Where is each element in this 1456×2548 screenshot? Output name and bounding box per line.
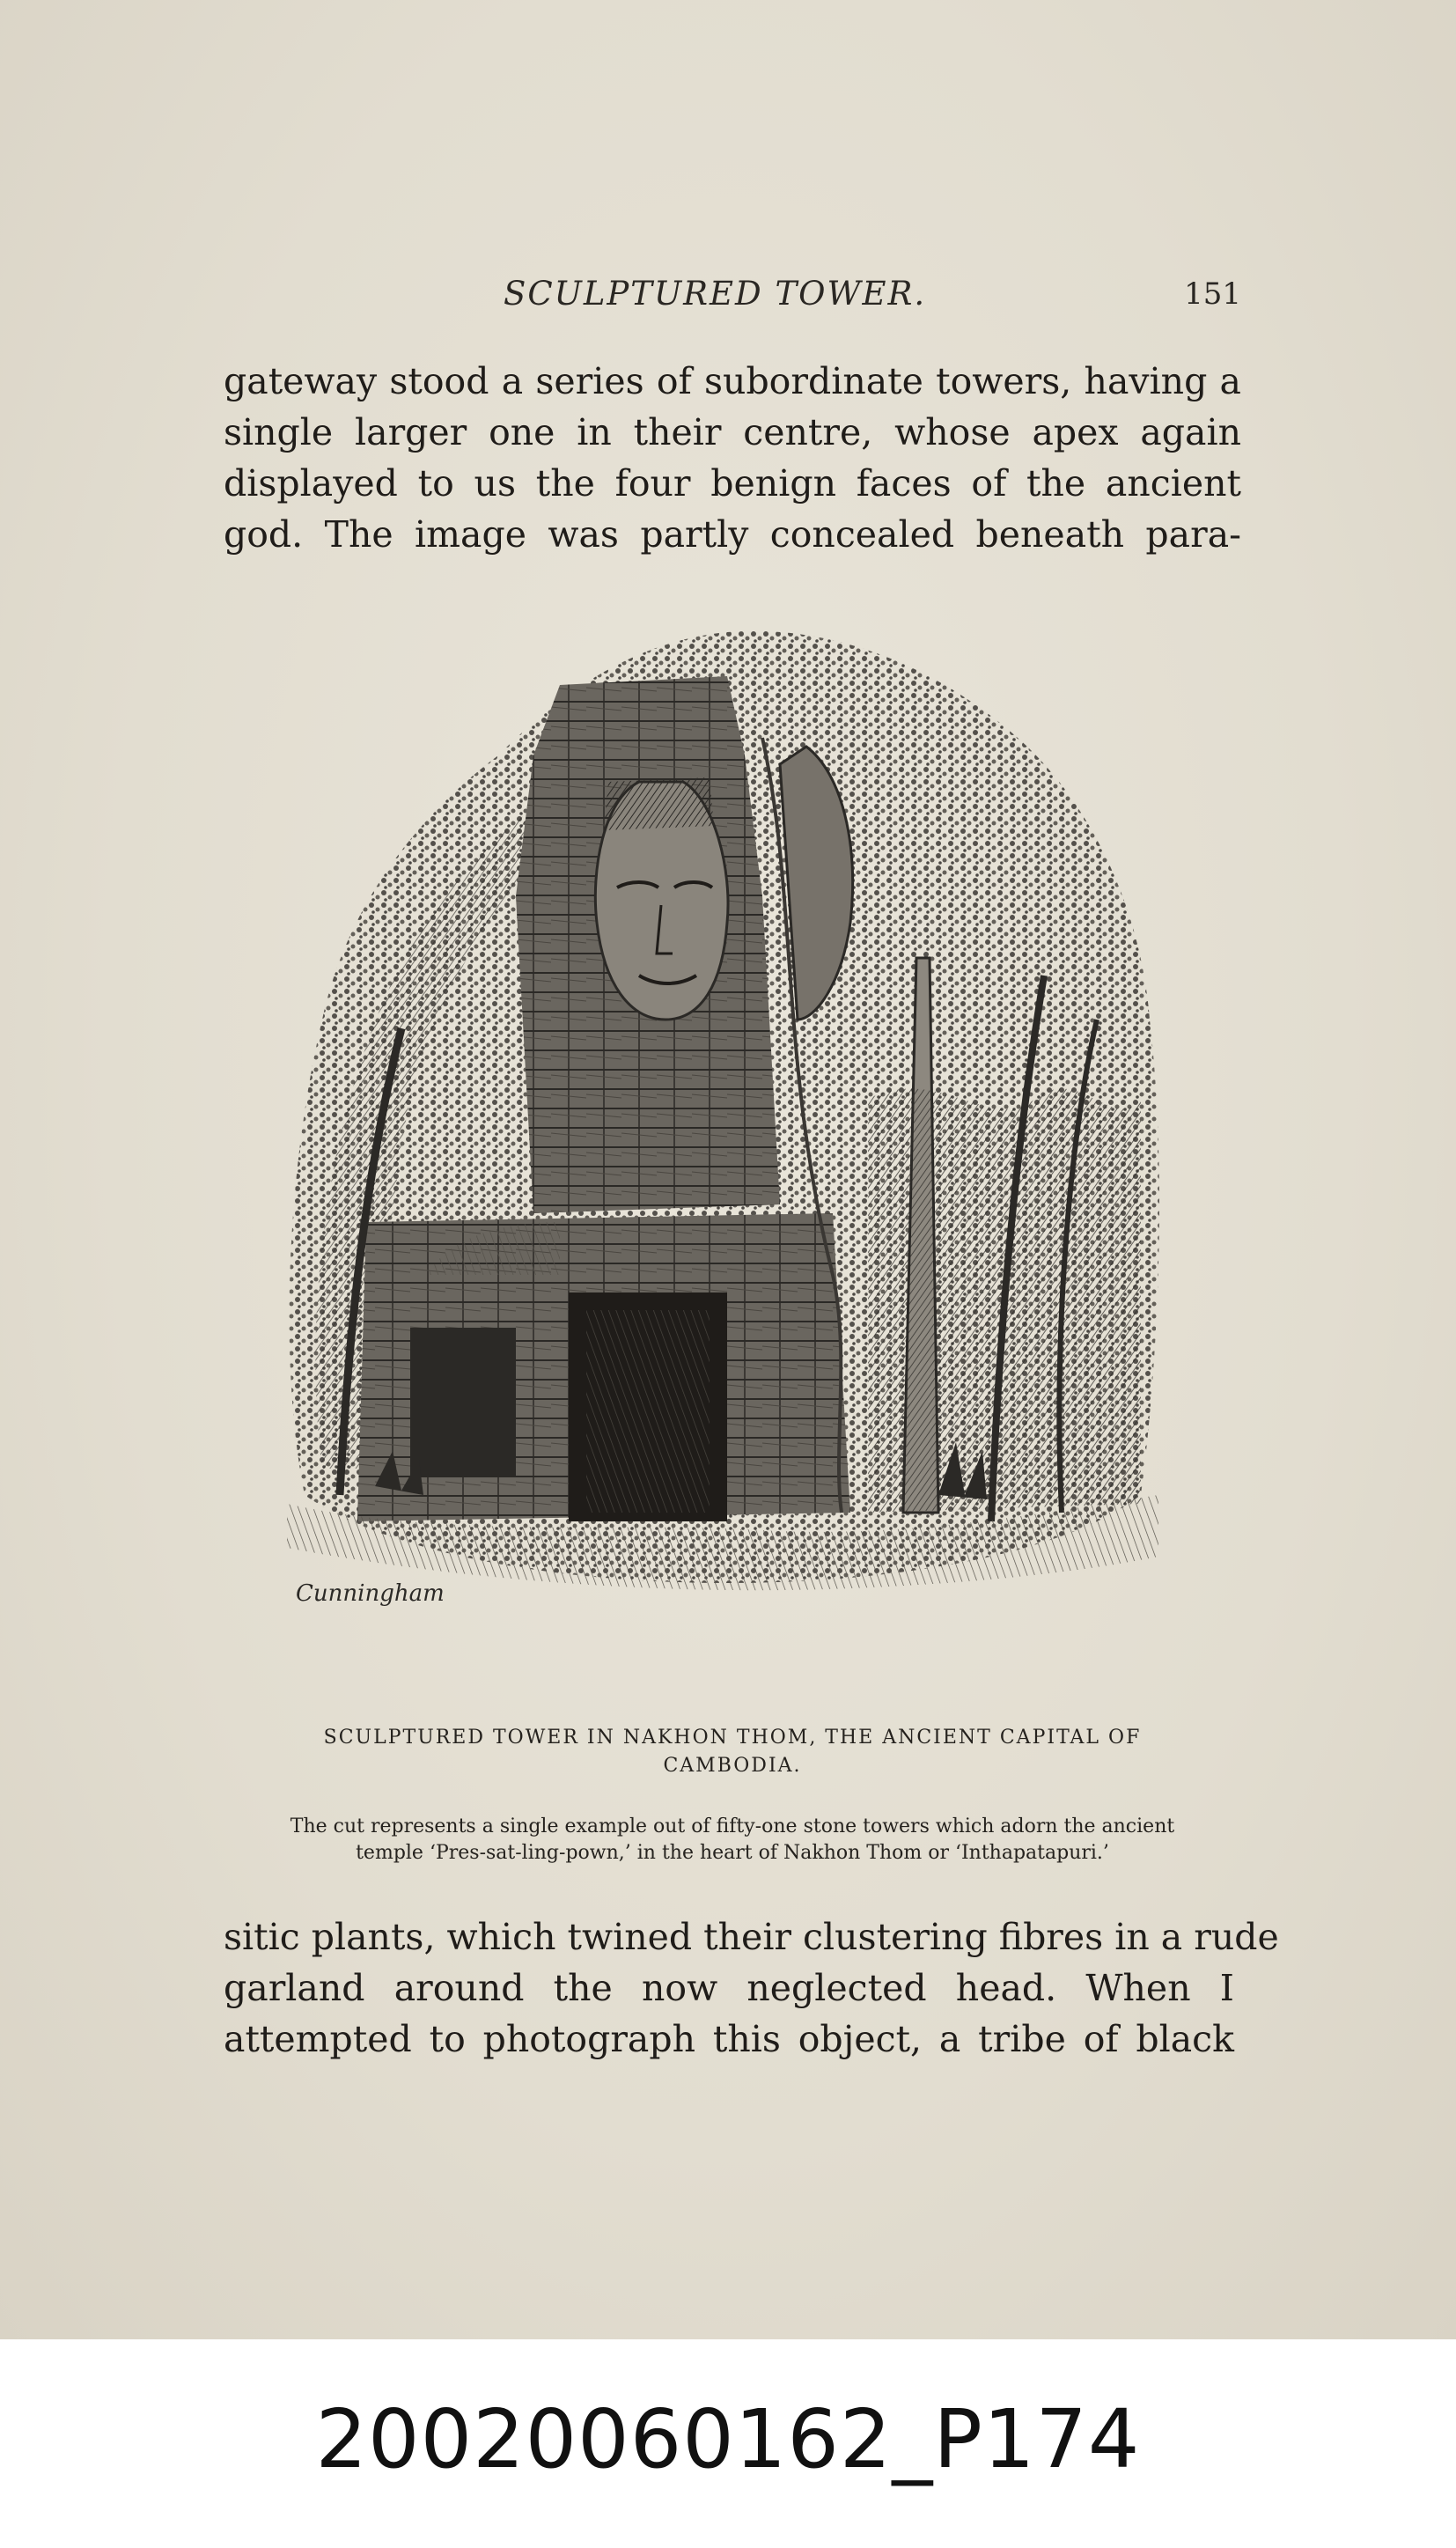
engraver-signature: Cunningham bbox=[296, 1580, 445, 1607]
figure-caption-note bbox=[224, 1814, 1241, 1867]
text-line: single larger one in their centre, whose apex again bbox=[224, 411, 1241, 453]
page-header bbox=[224, 275, 1241, 319]
scan-footer bbox=[0, 2339, 1456, 2548]
body-text-top bbox=[224, 356, 1241, 560]
body-text-bottom bbox=[224, 1911, 1279, 2065]
figure-caption-title bbox=[224, 1724, 1241, 1780]
text-line: garland around the now neglected head. When I bbox=[224, 1967, 1234, 2009]
caption-title-line: CAMBODIA. bbox=[663, 1755, 802, 1777]
engraving-illustration bbox=[269, 606, 1178, 1694]
running-head: SCULPTURED TOWER. bbox=[504, 275, 927, 313]
text-line: gateway stood a series of subordinate towers, having a bbox=[224, 360, 1241, 402]
text-line: sitic plants, which twined their clustering fibres in a rude bbox=[224, 1916, 1279, 1958]
text-line: displayed to us the four benign faces of the ancient bbox=[224, 462, 1241, 504]
caption-note-line: temple ‘Pres-sat-ling-pown,’ in the heart of Nakhon Thom or ‘Inthapatapuri.’ bbox=[356, 1842, 1109, 1864]
caption-note-line: The cut represents a single example out of fifty-one stone towers which adorn the ancient bbox=[290, 1815, 1175, 1837]
text-line: god. The image was partly concealed beneath para- bbox=[224, 513, 1241, 556]
page-number: 151 bbox=[1184, 276, 1241, 312]
caption-title-line: SCULPTURED TOWER IN NAKHON THOM, THE ANCIENT CAPITAL OF bbox=[323, 1727, 1142, 1749]
accession-id: 20020060162_P174 bbox=[315, 2392, 1141, 2486]
text-line: attempted to photograph this object, a tribe of black bbox=[224, 2018, 1234, 2060]
